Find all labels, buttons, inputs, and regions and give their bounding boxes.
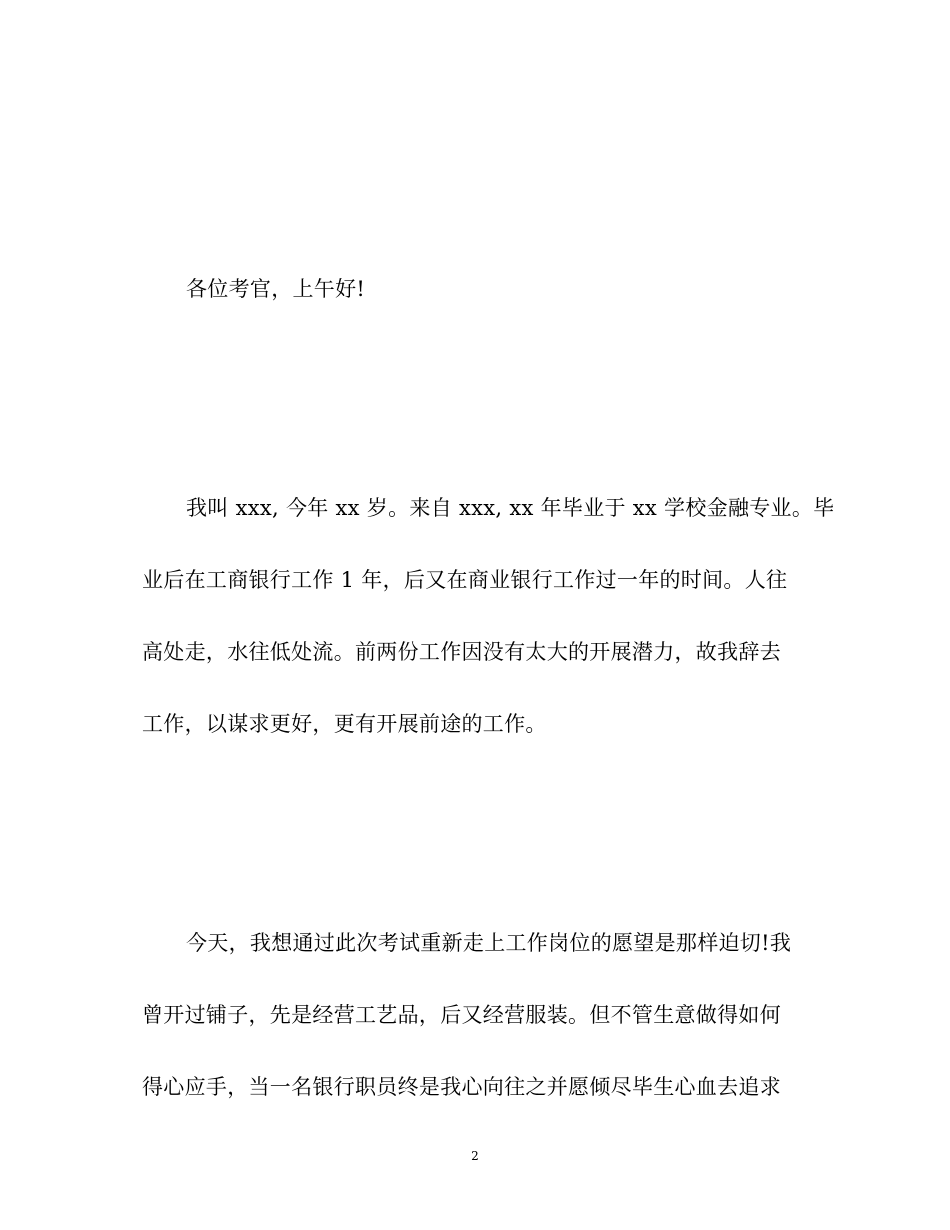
paragraph-intro-line-3: 高处走，水往低处流。前两份工作因没有太大的开展潜力，故我辞去 (142, 640, 781, 664)
paragraph-intro-line-4: 工作，以谋求更好，更有开展前途的工作。 (142, 712, 547, 736)
paragraph-greeting-line-1: 各位考官，上午好! (186, 277, 366, 301)
page-number: 2 (471, 1149, 479, 1163)
paragraph-motivation-line-2: 曾开过铺子，先是经营工艺品，后又经营服装。但不管生意做得如何 (142, 1003, 781, 1027)
paragraph-intro-line-1: 我叫 xxx, 今年 xx 岁。来自 xxx, xx 年毕业于 xx 学校金融专业。毕 (186, 496, 835, 520)
paragraph-motivation-line-1: 今天，我想通过此次考试重新走上工作岗位的愿望是那样迫切!我 (186, 931, 792, 955)
paragraph-intro-line-2: 业后在工商银行工作 1 年，后又在商业银行工作过一年的时间。人往 (142, 568, 788, 592)
paragraph-motivation-line-3: 得心应手，当一名银行职员终是我心向往之并愿倾尽毕生心血去追求 (142, 1075, 781, 1099)
